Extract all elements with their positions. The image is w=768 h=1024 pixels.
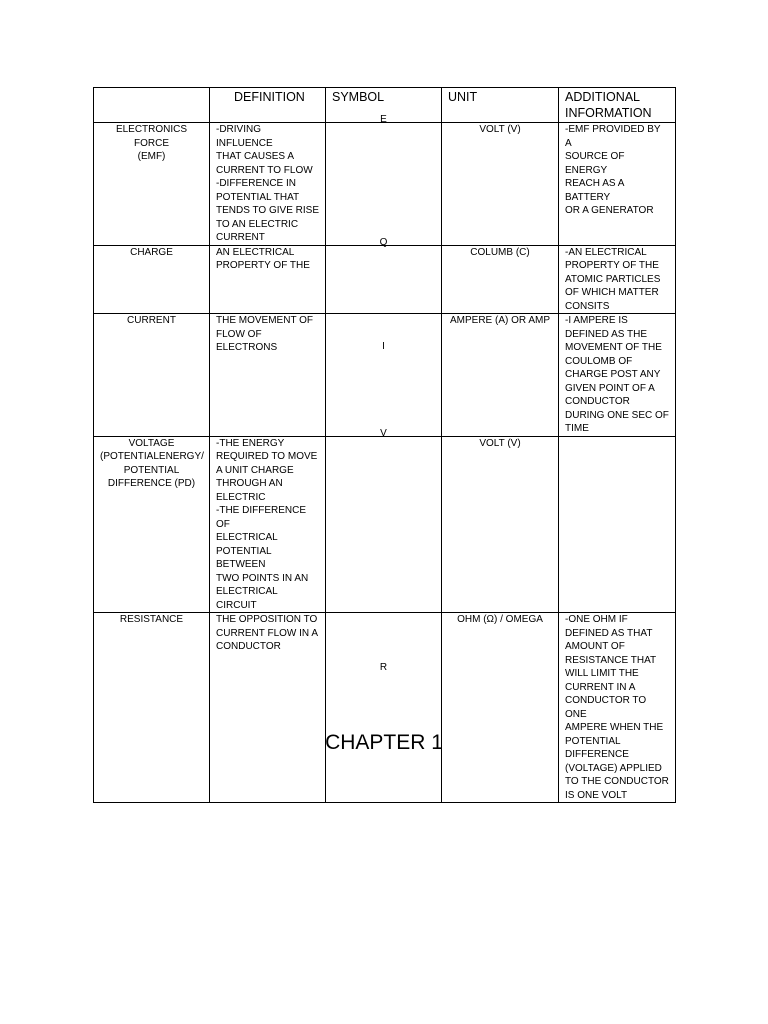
symbol-cell xyxy=(326,236,442,314)
unit-cell: VOLT (V) xyxy=(442,436,559,613)
unit-cell: OHM (Ω) / OMEGA xyxy=(442,613,559,803)
header-definition: DEFINITION xyxy=(210,88,326,123)
term-cell: VOLTAGE (POTENTIALENERGY/ POTENTIAL DIFFERENCE (PD) xyxy=(94,436,210,613)
info-cell: -EMF PROVIDED BY A SOURCE OF ENERGY REACH AS A BATTERY OR A GENERATOR xyxy=(559,123,676,246)
term-cell: RESISTANCE xyxy=(94,613,210,803)
unit-cell: COLUMB (C) xyxy=(442,245,559,314)
symbol-cell xyxy=(326,613,442,803)
symbol-text: E xyxy=(380,114,387,125)
term-cell: CHARGE xyxy=(94,245,210,314)
definitions-table xyxy=(93,87,676,803)
table-row xyxy=(94,436,676,613)
info-cell: -ONE OHM IF DEFINED AS THAT AMOUNT OF RESISTANCE THAT WILL LIMIT THE CURRENT IN A CONDUCTOR TO ONE AMPERE WHEN THE POTENTIAL DIFFERENCE (VOLTAGE) APPLIED TO THE CONDUCTOR IS ONE VOLT xyxy=(559,613,676,803)
unit-cell: AMPERE (A) OR AMP xyxy=(442,314,559,437)
header-term xyxy=(94,88,210,123)
table-row xyxy=(94,245,676,314)
header-additional-information: ADDITIONAL INFORMATION xyxy=(559,88,676,123)
symbol-text: R xyxy=(379,662,388,673)
term-cell: CURRENT xyxy=(94,314,210,437)
unit-cell: VOLT (V) xyxy=(442,123,559,246)
definition-cell: -THE ENERGY REQUIRED TO MOVE A UNIT CHARGE THROUGH AN ELECTRIC -THE DIFFERENCE OF ELECTRICAL POTENTIAL BETWEEN TWO POINTS IN AN ELECTRICAL CIRCUIT xyxy=(210,436,326,613)
definition-cell: THE MOVEMENT OF FLOW OF ELECTRONS xyxy=(210,314,326,437)
symbol-cell xyxy=(326,314,442,437)
term-cell: ELECTRONICS FORCE (EMF) xyxy=(94,123,210,246)
info-cell: -AN ELECTRICAL PROPERTY OF THE ATOMIC PARTICLES OF WHICH MATTER CONSITS xyxy=(559,245,676,314)
definition-cell: AN ELECTRICAL PROPERTY OF THE xyxy=(210,245,326,314)
header-unit: UNIT xyxy=(442,88,559,123)
symbol-text: V xyxy=(380,427,387,439)
table-row xyxy=(94,314,676,437)
definition-cell: -DRIVING INFLUENCE THAT CAUSES A CURRENT TO FLOW -DIFFERENCE IN POTENTIAL THAT TENDS TO GIVE RISE TO AN ELECTRIC CURRENT xyxy=(210,123,326,246)
chapter-title: CHAPTER 1 xyxy=(325,731,443,754)
info-cell: -I AMPERE IS DEFINED AS THE MOVEMENT OF THE COULOMB OF CHARGE POST ANY GIVEN POINT OF A CONDUCTOR DURING ONE SEC OF TIME xyxy=(559,314,676,437)
chapter-heading xyxy=(0,729,768,757)
symbol-text: Q xyxy=(379,236,388,248)
table-row xyxy=(94,613,676,803)
table-row xyxy=(94,123,676,246)
definition-cell: THE OPPOSITION TO CURRENT FLOW IN A CONDUCTOR xyxy=(210,613,326,803)
symbol-cell xyxy=(326,114,442,246)
symbol-cell xyxy=(326,427,442,613)
header-symbol: SYMBOL xyxy=(326,88,442,123)
symbol-text: I xyxy=(382,341,385,352)
info-cell xyxy=(559,436,676,613)
